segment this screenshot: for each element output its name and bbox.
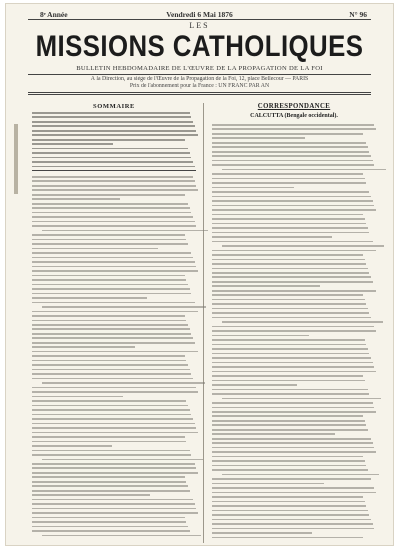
text-line — [32, 396, 123, 398]
text-line — [212, 465, 366, 467]
text-line — [32, 494, 150, 496]
text-line — [32, 161, 193, 163]
text-line — [212, 483, 324, 485]
text-line — [212, 371, 376, 373]
text-line — [32, 257, 193, 259]
masthead-title: MISSIONS CATHOLIQUES — [35, 30, 364, 63]
text-line — [212, 155, 371, 157]
text-line — [212, 137, 305, 139]
text-line — [32, 279, 186, 281]
text-line — [212, 424, 366, 426]
text-line — [32, 112, 190, 114]
text-line — [212, 339, 365, 341]
correspondance-heading: CORRESPONDANCE — [257, 103, 331, 110]
text-line — [222, 245, 384, 247]
masthead-bottom-rule-2 — [28, 94, 371, 95]
text-line — [32, 391, 198, 393]
text-line — [222, 321, 383, 323]
text-line — [212, 478, 371, 480]
text-line — [212, 236, 332, 238]
text-line — [32, 342, 195, 344]
text-line — [32, 476, 185, 478]
text-line — [32, 432, 198, 434]
text-line — [222, 398, 381, 400]
text-line — [32, 143, 113, 145]
text-line — [32, 467, 196, 469]
text-line — [32, 508, 196, 510]
text-line — [212, 223, 366, 225]
text-line — [212, 375, 363, 377]
text-line — [32, 212, 191, 214]
text-line — [212, 276, 371, 278]
text-line — [212, 469, 368, 471]
text-line — [32, 221, 195, 223]
text-line — [32, 387, 196, 389]
text-line — [32, 261, 195, 263]
text-line — [32, 139, 185, 141]
text-line — [212, 402, 373, 404]
text-line — [212, 250, 376, 252]
text-line — [32, 311, 198, 313]
text-line — [212, 451, 376, 453]
text-line — [212, 492, 376, 494]
text-line — [32, 152, 190, 154]
text-line — [212, 268, 368, 270]
text-line — [212, 196, 371, 198]
text-line — [212, 173, 363, 175]
text-line — [212, 532, 312, 534]
text-line — [32, 302, 195, 304]
text-line — [32, 198, 120, 200]
text-line — [32, 203, 188, 205]
text-line — [212, 344, 366, 346]
text-line — [32, 234, 185, 236]
issue-year: 8ᵉ Année — [40, 10, 68, 19]
text-line — [212, 209, 376, 211]
text-line — [212, 433, 335, 435]
text-line — [212, 393, 369, 395]
text-line — [32, 166, 195, 168]
text-line — [212, 505, 366, 507]
masthead-bottom-rule — [28, 92, 371, 93]
text-line — [32, 373, 191, 375]
text-line — [32, 157, 191, 159]
text-line — [212, 335, 309, 337]
text-line — [32, 481, 186, 483]
text-line — [212, 380, 365, 382]
text-line — [212, 303, 366, 305]
text-line — [32, 485, 188, 487]
text-line — [32, 328, 190, 330]
text-line — [32, 503, 195, 505]
text-line — [32, 472, 198, 474]
text-line — [212, 438, 371, 440]
text-line — [212, 487, 374, 489]
header-rule — [28, 19, 371, 20]
text-line — [32, 337, 193, 339]
text-line — [212, 460, 365, 462]
sommaire-text-block — [32, 112, 198, 170]
text-line — [32, 450, 190, 452]
text-line — [32, 351, 198, 353]
text-line — [32, 463, 195, 465]
text-line — [212, 501, 365, 503]
text-line — [212, 259, 365, 261]
text-line — [32, 270, 198, 272]
text-line — [32, 436, 185, 438]
text-line — [212, 407, 374, 409]
text-line — [212, 160, 373, 162]
text-line — [32, 324, 188, 326]
text-line — [32, 194, 185, 196]
text-line — [32, 130, 196, 132]
right-column-text — [212, 124, 376, 541]
text-line — [212, 272, 369, 274]
text-line — [212, 411, 376, 413]
text-line — [32, 297, 147, 299]
text-line — [32, 355, 185, 357]
text-line — [212, 366, 374, 368]
text-line — [212, 523, 373, 525]
text-line — [212, 299, 365, 301]
text-line — [32, 418, 193, 420]
text-line — [32, 346, 135, 348]
text-line — [222, 169, 386, 171]
issue-number: N° 96 — [349, 10, 367, 19]
masthead-info-line-1: À la Direction, au siège de l'Œuvre de la Propagation de la Foi, 12, place Bellecour — PARIS — [90, 76, 309, 82]
text-line — [32, 400, 186, 402]
text-line — [32, 185, 196, 187]
text-line — [212, 384, 297, 386]
text-line — [32, 490, 190, 492]
text-line — [212, 442, 373, 444]
text-line — [42, 382, 205, 384]
text-line — [212, 456, 363, 458]
newspaper-page — [5, 3, 394, 546]
text-line — [212, 124, 374, 126]
text-line — [212, 290, 376, 292]
left-column-text — [32, 176, 198, 539]
text-line — [212, 142, 366, 144]
text-line — [42, 535, 201, 537]
text-line — [212, 187, 294, 189]
text-line — [32, 116, 191, 118]
text-line — [32, 454, 191, 456]
text-line — [32, 288, 190, 290]
masthead-article: LES — [189, 21, 210, 30]
text-line — [212, 164, 374, 166]
text-line — [32, 530, 190, 532]
text-line — [212, 308, 368, 310]
text-line — [32, 409, 190, 411]
text-line — [212, 362, 373, 364]
text-line — [212, 519, 371, 521]
text-line — [212, 420, 365, 422]
text-line — [212, 510, 368, 512]
text-line — [212, 330, 376, 332]
masthead-info-line-2: Prix de l'abonnement pour la France : UN FRANC PAR AN — [129, 83, 270, 89]
text-line — [212, 254, 363, 256]
text-line — [212, 178, 365, 180]
text-line — [212, 415, 363, 417]
text-line — [212, 146, 368, 148]
text-line — [32, 517, 185, 519]
text-line — [32, 252, 191, 254]
text-line — [32, 293, 191, 295]
text-line — [212, 514, 369, 516]
masthead-rule — [28, 74, 371, 75]
text-line — [42, 230, 208, 232]
text-line — [212, 317, 371, 319]
text-line — [32, 134, 198, 136]
text-line — [212, 182, 366, 184]
text-line — [32, 180, 195, 182]
text-line — [212, 357, 371, 359]
text-line — [212, 191, 369, 193]
text-line — [42, 306, 206, 308]
text-line — [212, 205, 374, 207]
text-line — [32, 189, 198, 191]
text-line — [212, 263, 366, 265]
masthead-subtitle: BULLETIN HEBDOMADAIRE DE L'ŒUVRE DE LA PROPAGATION DE LA FOI — [76, 65, 323, 72]
text-line — [212, 218, 365, 220]
text-line — [212, 232, 369, 234]
text-line — [32, 526, 188, 528]
text-line — [32, 225, 196, 227]
text-line — [32, 369, 190, 371]
page-edge-shadow — [14, 124, 18, 194]
text-line — [32, 364, 188, 366]
text-line — [32, 405, 188, 407]
text-line — [32, 239, 186, 241]
text-line — [222, 474, 379, 476]
correspondance-subheading: CALCUTTA (Bengale occidental). — [250, 113, 338, 119]
text-line — [212, 128, 376, 130]
text-line — [212, 200, 373, 202]
text-line — [42, 459, 203, 461]
text-line — [212, 348, 368, 350]
text-line — [212, 133, 363, 135]
sommaire-heading: SOMMAIRE — [93, 103, 135, 110]
text-line — [212, 537, 363, 539]
text-line — [32, 441, 186, 443]
column-divider — [203, 103, 204, 543]
text-line — [32, 121, 193, 123]
text-line — [32, 423, 195, 425]
text-line — [32, 378, 193, 380]
text-line — [212, 429, 368, 431]
text-line — [212, 353, 369, 355]
text-line — [32, 315, 185, 317]
text-line — [32, 207, 190, 209]
text-line — [32, 320, 186, 322]
text-line — [212, 214, 363, 216]
text-line — [212, 294, 363, 296]
text-line — [212, 281, 373, 283]
text-line — [212, 389, 368, 391]
text-line — [212, 241, 373, 243]
text-line — [32, 499, 193, 501]
text-line — [32, 248, 158, 250]
text-line — [212, 285, 320, 287]
text-line — [212, 227, 368, 229]
text-line — [212, 496, 363, 498]
text-line — [32, 360, 186, 362]
text-line — [32, 266, 196, 268]
text-line — [32, 521, 186, 523]
text-line — [32, 512, 198, 514]
text-line — [212, 447, 374, 449]
issue-date: Vendredi 6 Mai 1876 — [166, 10, 233, 19]
text-line — [212, 326, 374, 328]
text-line — [32, 445, 112, 447]
text-line — [32, 176, 193, 178]
text-line — [32, 333, 191, 335]
text-line — [32, 414, 191, 416]
text-line — [32, 243, 188, 245]
text-line — [32, 148, 188, 150]
sommaire-rule — [32, 170, 196, 171]
text-line — [212, 528, 374, 530]
text-line — [32, 216, 193, 218]
text-line — [32, 275, 185, 277]
text-line — [32, 284, 188, 286]
text-line — [212, 312, 369, 314]
text-line — [212, 151, 369, 153]
text-line — [32, 427, 196, 429]
text-line — [32, 125, 195, 127]
